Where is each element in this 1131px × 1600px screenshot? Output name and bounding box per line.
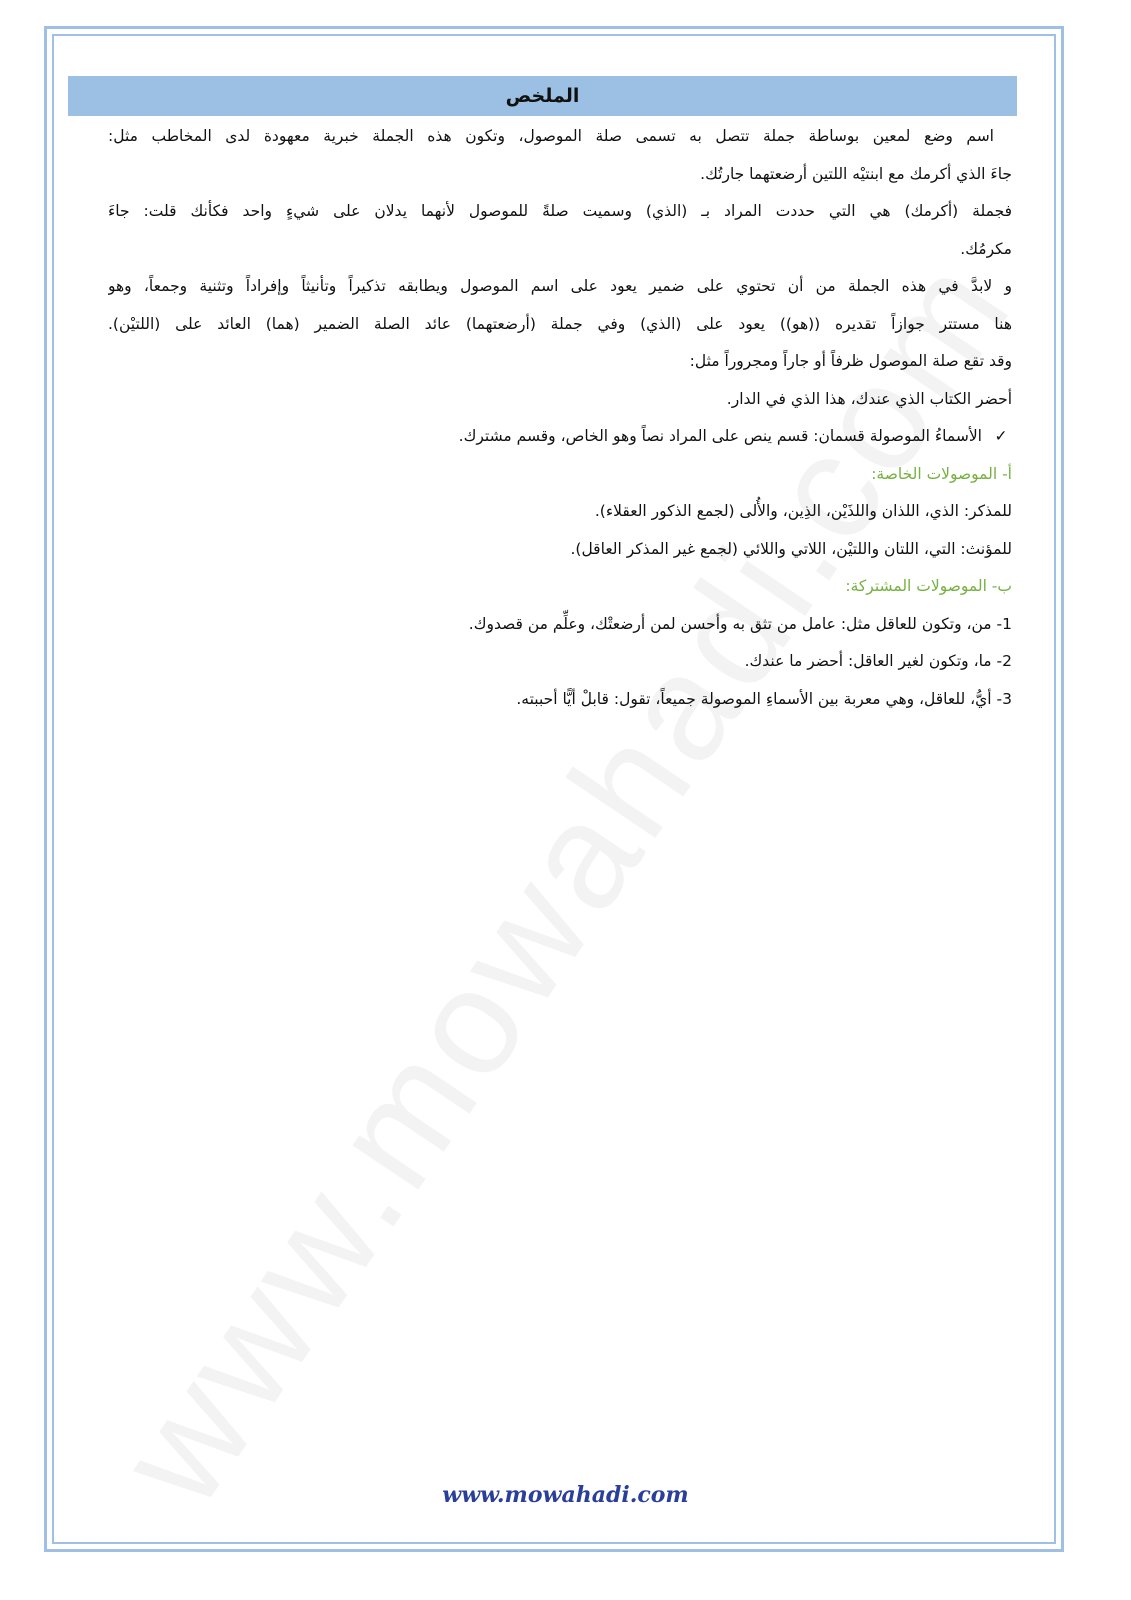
section-heading-shared: ب- الموصولات المشتركة: — [845, 577, 1012, 595]
list-item-man: 1- من، وتكون للعاقل مثل: عامل من تثق به وأحسن لمن أرضعتْك، وعلِّم من قصدوك. — [468, 614, 1012, 633]
summary-content — [108, 118, 1012, 718]
summary-header — [68, 76, 1017, 116]
list-feminine: للمؤنث: التي، اللتان واللتيْن، اللاتي واللائي (لجمع غير المذكر العاقل). — [570, 539, 1012, 558]
paragraph-explanation-line-2: مكرمُك. — [960, 239, 1012, 258]
paragraph-explanation-line-1: فجملة (أكرمك) هي التي حددت المراد بـ (الذي) وسميت صلةً للموصول لأنهما يدلان على شيءٍ واحد فكأنك قلت: جاءَ — [108, 202, 1012, 220]
paragraph-adverbial: وقد تقع صلة الموصول ظرفاً أو جاراً ومجروراً مثل: — [689, 352, 1012, 370]
checkmark-icon: ✓ — [994, 427, 1008, 445]
section-heading-specific: أ- الموصولات الخاصة: — [871, 464, 1012, 483]
bullet-text: الأسماءُ الموصولة قسمان: قسم ينص على المراد نصاً وهو الخاص، وقسم مشترك. — [458, 427, 982, 445]
summary-title: الملخص — [505, 85, 580, 107]
paragraph-pronoun-line-2: هنا مستتر جوازاً تقديره ((هو)) يعود على (الذي) وفي جملة (أرضعتهما) عائد الصلة الضمير (هما) العائد على (اللتيْن). — [108, 314, 1012, 333]
list-item-ayy: 3- أيُّ، للعاقل، وهي معربة بين الأسماءِ الموصولة جميعاً، تقول: قابلْ أيًّا أحببته. — [516, 689, 1012, 708]
list-masculine: للمذكر: الذي، اللذان واللذَيْن، الذِين، والأُلى (لجمع الذكور العقلاء). — [594, 502, 1012, 520]
list-item-ma: 2- ما، وتكون لغير العاقل: أحضر ما عندك. — [744, 652, 1012, 670]
paragraph-definition: اسم وضع لمعين بوساطة جملة تتصل به تسمى صلة الموصول، وتكون هذه الجملة خبرية معهودة لدى المخاطب مثل: — [108, 127, 994, 145]
example-sentence: جاءَ الذي أكرمك مع ابنتيْه اللتين أرضعتهما جارتُك. — [700, 164, 1012, 183]
bullet-relative-types — [108, 418, 1012, 456]
footer-url: www.mowahadi.com — [442, 1482, 689, 1508]
paragraph-pronoun-line-1: و لابدَّ في هذه الجملة من أن تحتوي على ضمير يعود على اسم الموصول ويطابقه تذكيراً وتأنيثاً وإفراداً وتثنية وجمعاً، وهو — [108, 277, 1012, 295]
example-adverbial: أحضر الكتاب الذي عندك، هذا الذي في الدار. — [726, 389, 1012, 408]
